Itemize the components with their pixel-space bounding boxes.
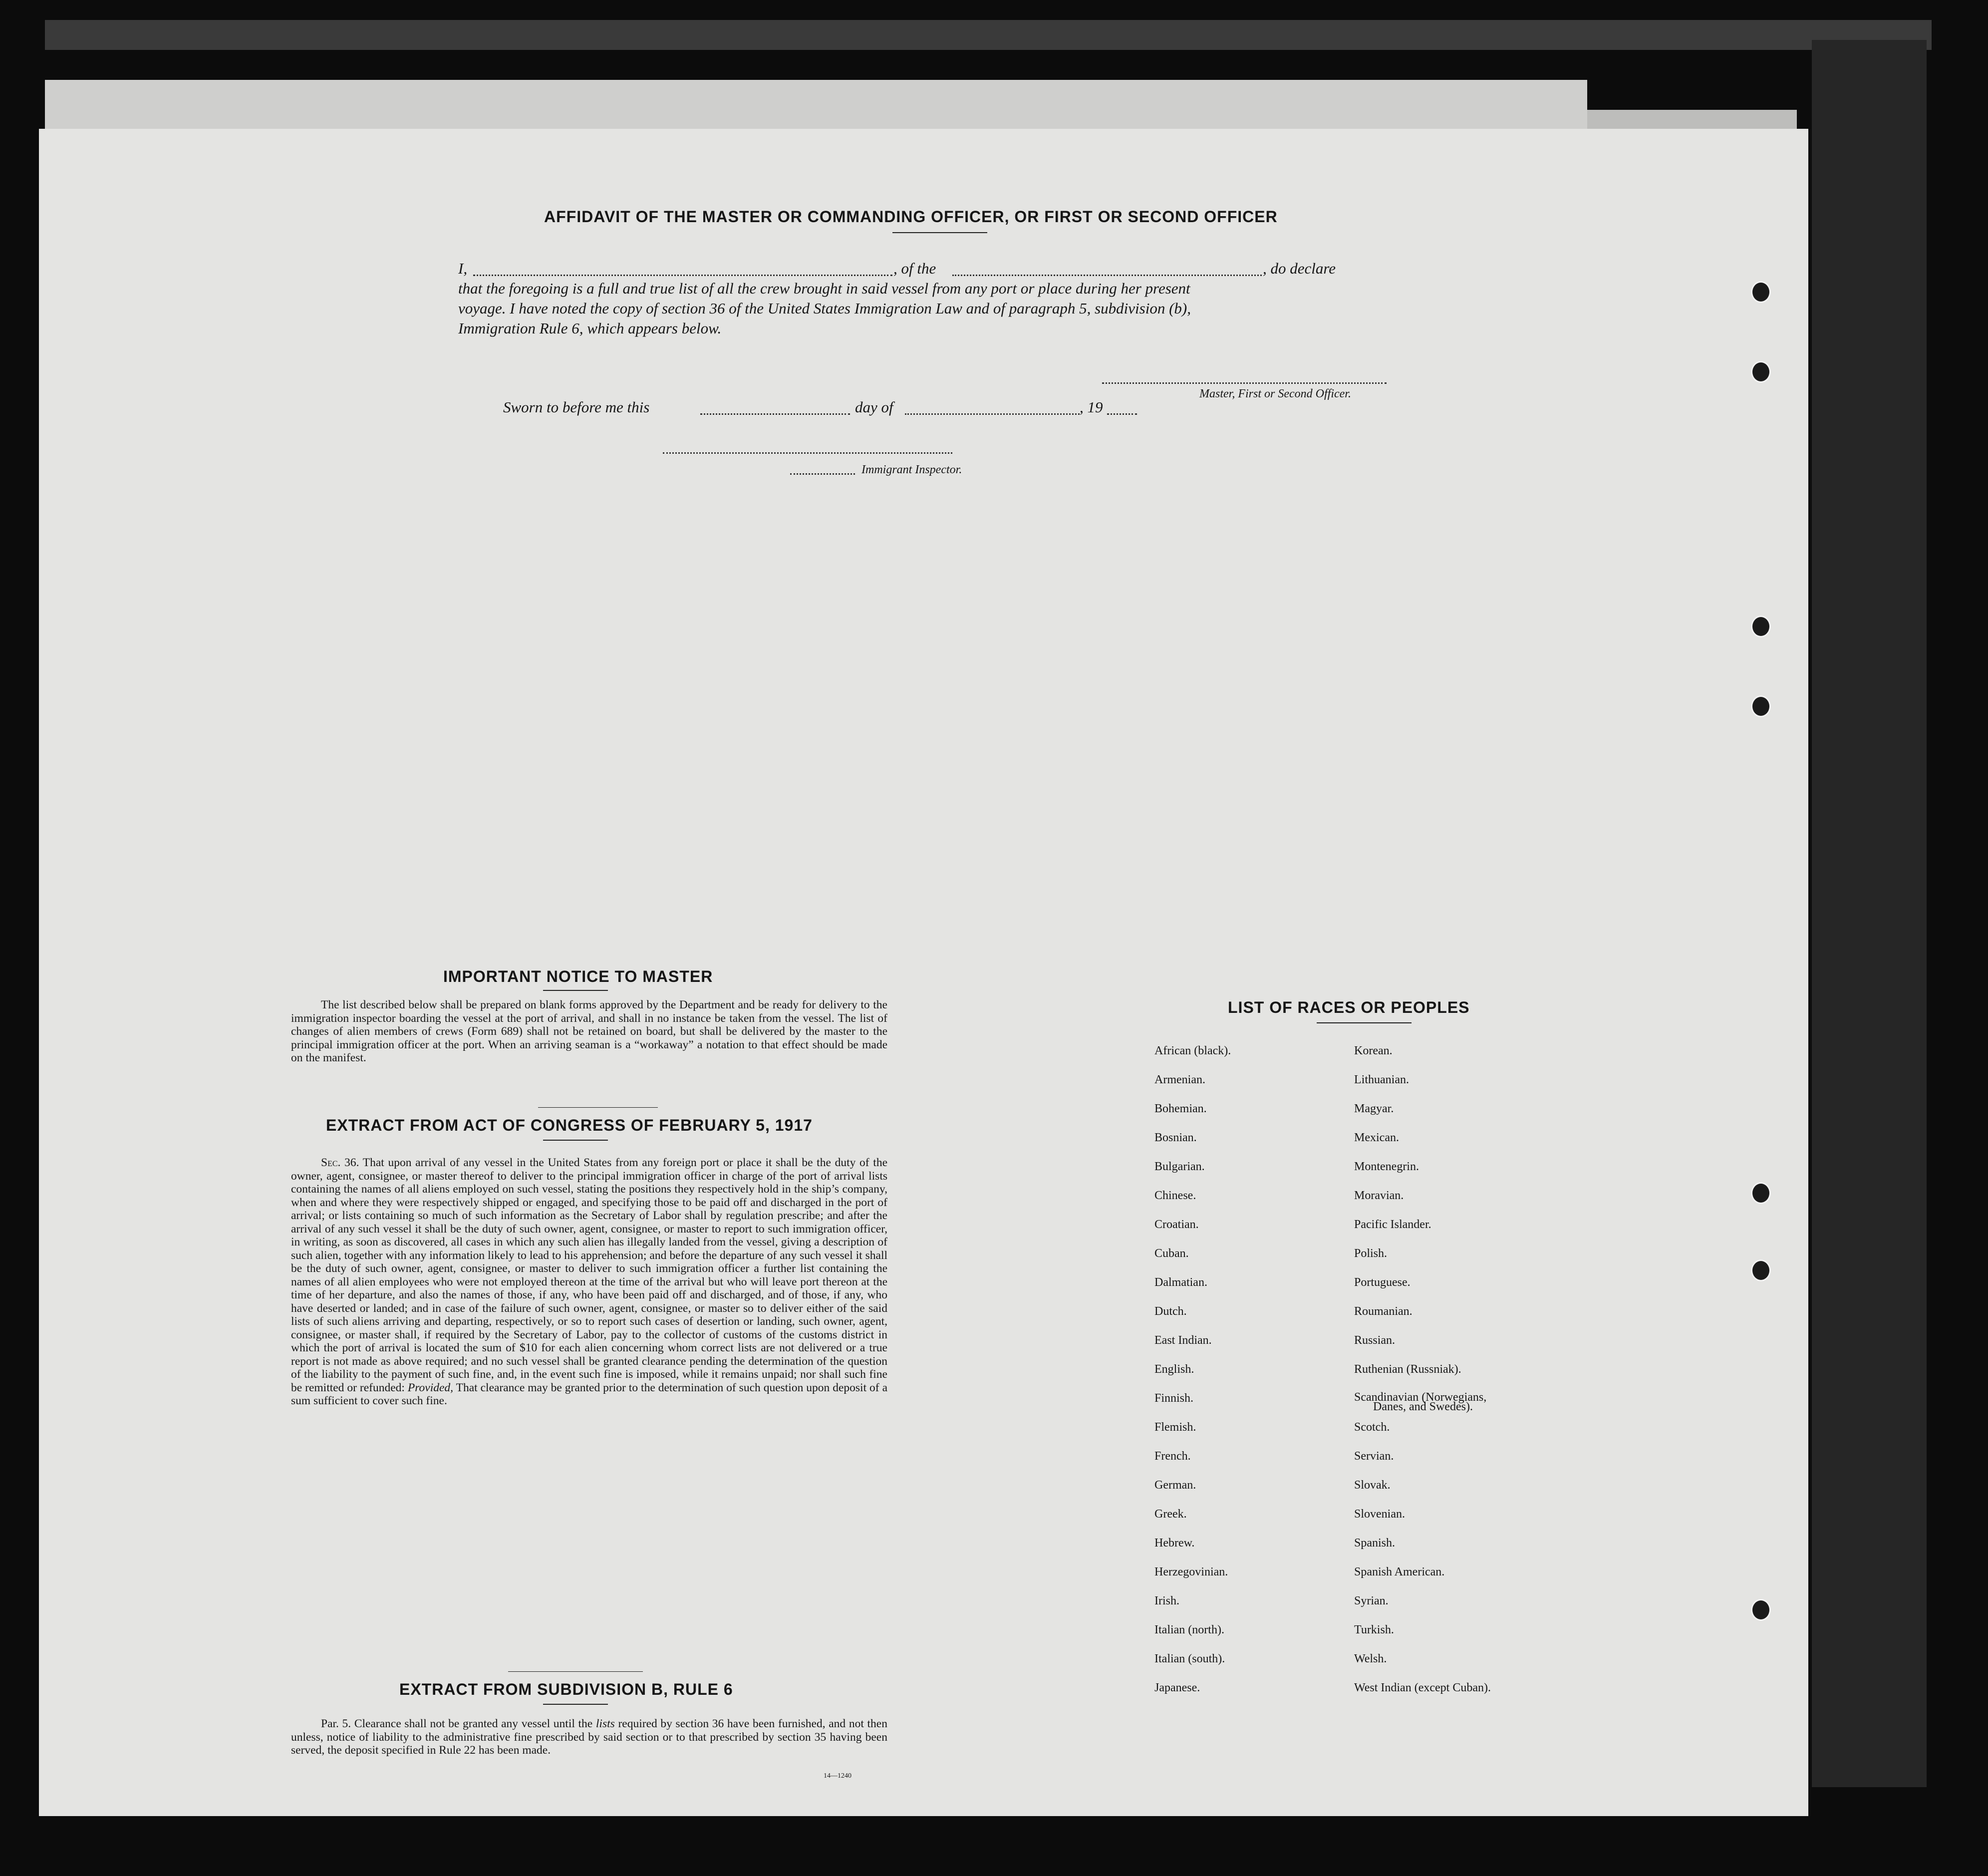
race-item — [1354, 1478, 1491, 1507]
race-item — [1354, 1680, 1491, 1709]
inspector-signature-line — [663, 452, 952, 454]
notice-text: The list described below shall be prepared on blank forms approved by the Department and be ready for delivery to the immigration inspector boarding the vessel at the port of arrival, and shall in no instance be taken from the vessel. The list of changes of alien members of crews (Form 689) shall not be retained on board, but shall be delivered by the master to the principal immigration officer at the port. When an arriving seaman is a “workaway” a notation to that effect should be made on the manifest. — [291, 998, 887, 1064]
race-label: Finnish. — [1154, 1392, 1194, 1405]
affidavit-title-rule — [892, 232, 987, 233]
race-item — [1154, 1275, 1231, 1304]
sworn-before-label: Sworn to before me this — [503, 398, 650, 416]
race-item — [1154, 1651, 1231, 1680]
race-item — [1154, 1420, 1231, 1449]
race-label: West Indian (except Cuban). — [1354, 1681, 1491, 1694]
race-item — [1354, 1246, 1491, 1275]
race-label: Servian. — [1354, 1450, 1394, 1463]
act-sec-label: Sec. 36. — [321, 1156, 359, 1169]
affidavit-name-field — [473, 275, 892, 276]
race-item — [1354, 1043, 1491, 1072]
race-label: Spanish American. — [1354, 1565, 1445, 1578]
race-item — [1154, 1333, 1231, 1362]
inspector-short-line — [790, 473, 855, 475]
races-right-column — [1354, 1043, 1491, 1709]
race-item — [1154, 1217, 1231, 1246]
race-item — [1354, 1593, 1491, 1622]
rule-text-b: required by section 36 have been furnished, and not then unless, notice of liability to the administrative fine prescribed by said section or to that prescribed by section 35 having been served, the deposit specified in Rule 22 has been made. — [291, 1717, 887, 1757]
sworn-day-field — [700, 413, 850, 415]
race-item — [1154, 1362, 1231, 1391]
race-item — [1354, 1188, 1491, 1217]
notice-end-rule — [538, 1107, 658, 1108]
race-label: Slovak. — [1354, 1479, 1391, 1492]
race-label: Croatian. — [1154, 1218, 1199, 1231]
race-label: Portuguese. — [1354, 1276, 1411, 1289]
race-label: Dalmatian. — [1154, 1276, 1207, 1289]
race-item — [1154, 1159, 1231, 1188]
notice-paragraph — [291, 998, 887, 1065]
act-provided-word: Provided, — [407, 1381, 454, 1394]
race-item — [1154, 1593, 1231, 1622]
inspector-label: Immigrant Inspector. — [861, 463, 962, 476]
race-item — [1354, 1333, 1491, 1362]
race-label: Herzegovinian. — [1154, 1565, 1228, 1578]
race-item — [1154, 1246, 1231, 1275]
race-item — [1354, 1275, 1491, 1304]
page-stack-edge-top — [45, 20, 1932, 50]
affidavit-line2: that the foregoing is a full and true list of all the crew brought in said vessel from any port or place during her present — [458, 280, 1190, 297]
page-stack-edge-right — [1812, 40, 1927, 1787]
race-item — [1154, 1507, 1231, 1536]
race-label: English. — [1154, 1363, 1194, 1376]
race-label: Montenegrin. — [1354, 1160, 1419, 1173]
race-item — [1154, 1130, 1231, 1159]
race-label: Turkish. — [1354, 1623, 1394, 1636]
year-prefix: , 19 — [1080, 398, 1103, 416]
race-label: Spanish. — [1354, 1537, 1396, 1550]
races-left-column — [1154, 1043, 1231, 1709]
race-label: German. — [1154, 1479, 1196, 1492]
race-item — [1354, 1564, 1491, 1593]
race-item — [1154, 1449, 1231, 1478]
race-label: Chinese. — [1154, 1189, 1196, 1202]
affidavit-line1-declare: , do declare — [1263, 260, 1336, 277]
race-item — [1154, 1101, 1231, 1130]
race-item — [1354, 1304, 1491, 1333]
race-label: African (black). — [1154, 1044, 1231, 1057]
race-item — [1354, 1449, 1491, 1478]
act-extract-title-rule — [543, 1140, 608, 1141]
rule-text-a: Par. 5. Clearance shall not be granted any vessel until the — [321, 1717, 593, 1730]
punch-hole-3 — [1751, 616, 1771, 637]
act-extract-title: EXTRACT FROM ACT OF CONGRESS OF FEBRUARY 5, 1917 — [326, 1116, 813, 1134]
race-item — [1154, 1188, 1231, 1217]
document-sheet — [39, 129, 1808, 1816]
race-item — [1154, 1072, 1231, 1101]
race-item — [1354, 1391, 1491, 1420]
race-item — [1354, 1536, 1491, 1564]
race-item — [1154, 1536, 1231, 1564]
race-label: Slovenian. — [1354, 1508, 1405, 1521]
race-item — [1354, 1072, 1491, 1101]
act-end-rule — [508, 1671, 643, 1672]
race-label: Italian (north). — [1154, 1623, 1224, 1636]
race-item — [1354, 1101, 1491, 1130]
punch-hole-2 — [1751, 361, 1771, 383]
race-item — [1154, 1478, 1231, 1507]
rule-lists-word: lists — [595, 1717, 615, 1730]
affidavit-line4: Immigration Rule 6, which appears below. — [458, 319, 722, 337]
signature-label: Master, First or Second Officer. — [1199, 387, 1351, 400]
race-label: Scotch. — [1354, 1421, 1390, 1434]
races-title-rule — [1317, 1022, 1412, 1023]
race-label: Cuban. — [1154, 1247, 1189, 1260]
race-label: Dutch. — [1154, 1305, 1187, 1318]
notice-title: IMPORTANT NOTICE TO MASTER — [443, 967, 713, 985]
race-item — [1354, 1507, 1491, 1536]
race-label: Scandinavian (Norwegians, — [1354, 1391, 1487, 1404]
race-label-continuation: Danes, and Swedes). — [1373, 1400, 1473, 1413]
race-item — [1154, 1622, 1231, 1651]
race-label: East Indian. — [1154, 1334, 1212, 1347]
race-label: Japanese. — [1154, 1681, 1200, 1694]
race-item — [1154, 1680, 1231, 1709]
race-label: Korean. — [1354, 1044, 1393, 1057]
rule-extract-title-rule — [543, 1704, 608, 1705]
day-of-label: day of — [855, 398, 893, 416]
race-item — [1154, 1564, 1231, 1593]
affidavit-line1-i: I, — [458, 260, 468, 277]
punch-hole-7 — [1751, 1599, 1771, 1621]
race-label: Mexican. — [1354, 1131, 1399, 1144]
punch-hole-1 — [1751, 281, 1771, 303]
race-item — [1354, 1420, 1491, 1449]
race-item — [1354, 1159, 1491, 1188]
race-label: Irish. — [1154, 1594, 1179, 1607]
race-item — [1354, 1217, 1491, 1246]
race-item — [1354, 1130, 1491, 1159]
rule-extract-title: EXTRACT FROM SUBDIVISION B, RULE 6 — [399, 1680, 733, 1698]
race-item — [1354, 1622, 1491, 1651]
race-label: Lithuanian. — [1354, 1073, 1409, 1086]
race-label: Ruthenian (Russniak). — [1354, 1363, 1461, 1376]
races-title: LIST OF RACES OR PEOPLES — [1228, 998, 1470, 1016]
act-text-end: That clearance may be granted prior to the determination of such question upon deposit of a sum sufficient to cover such fine. — [291, 1381, 888, 1407]
race-item — [1354, 1362, 1491, 1391]
race-label: Bosnian. — [1154, 1131, 1197, 1144]
punch-hole-5 — [1751, 1182, 1771, 1204]
race-label: Welsh. — [1354, 1652, 1387, 1665]
race-item — [1354, 1651, 1491, 1680]
race-label: Italian (south). — [1154, 1652, 1225, 1665]
race-label: Flemish. — [1154, 1421, 1196, 1434]
race-label: Hebrew. — [1154, 1537, 1195, 1550]
race-item — [1154, 1391, 1231, 1420]
race-label: Bohemian. — [1154, 1102, 1207, 1115]
race-item — [1154, 1043, 1231, 1072]
race-label: Bulgarian. — [1154, 1160, 1205, 1173]
race-label: Pacific Islander. — [1354, 1218, 1431, 1231]
act-text: That upon arrival of any vessel in the United States from any foreign port or place it shall be the duty of the owner, agent, consignee, or master thereof to deliver to the principal immigration officer in charge of the port of arrival lists containing the names of all aliens employed on such vessel, stating the positions they respectively hold in the ship’s company, when and where they were respectively shipped or engaged, and specifying those to be paid off and discharged in the port of arrival; or lists containing so much of such information as the Secretary of Labor shall by regulation prescribe; and after the arrival of any such vessel it shall be the duty of such owner, agent, consignee, or master to report to such immigration officer, in writing, as soon as discovered, all cases in which any such alien has illegally landed from the vessel, giving a description of such alien, together with any information likely to lead to his apprehension; and before the departure of any such vessel it shall be the duty of such owner, agent, consignee, or master to deliver to such immigration officer a further list containing the names of all alien employees who were not employed thereon at the time of the arrival but who will leave port thereon at the time of her departure, and also the names of those, if any, who have been paid off and discharged, and of those, if any, who have deserted or landed; and in case of the failure of such owner, agent, consignee, or master so to deliver either of the said lists of such aliens arriving and departing, respectively, or so to report such cases of desertion or landing, such owner, agent, consignee, or master shall, if required by the Secretary of Labor, pay to the collector of customs of the customs district in which the port of arrival is located the sum of $10 for each alien concerning whom correct lists are not delivered or a true report is not made as above required; and no such vessel shall be granted clearance pending the determination of the question of the liability to the payment of such fine, and, in the event such fine is imposed, while it remains unpaid; nor shall such fine be remitted or refunded: — [291, 1156, 888, 1394]
notice-title-rule — [543, 990, 608, 991]
act-extract-paragraph — [291, 1156, 887, 1408]
punch-hole-6 — [1751, 1259, 1771, 1281]
race-label: Russian. — [1354, 1334, 1396, 1347]
race-label: Magyar. — [1354, 1102, 1394, 1115]
race-item — [1154, 1304, 1231, 1333]
sworn-year-field — [1107, 413, 1137, 415]
affidavit-line1-of-the: , of the — [893, 260, 936, 277]
rule-extract-paragraph — [291, 1717, 887, 1757]
affidavit-line3: voyage. I have noted the copy of section 36 of the United States Immigration Law and of paragraph 5, subdivision (b), — [458, 300, 1191, 317]
signature-line — [1102, 382, 1387, 384]
race-label: Roumanian. — [1354, 1305, 1413, 1318]
affidavit-title: AFFIDAVIT OF THE MASTER OR COMMANDING OFFICER, OR FIRST OR SECOND OFFICER — [544, 208, 1278, 226]
race-label: Syrian. — [1354, 1594, 1389, 1607]
race-label: Armenian. — [1154, 1073, 1205, 1086]
race-label: French. — [1154, 1450, 1191, 1463]
punch-hole-4 — [1751, 695, 1771, 717]
race-label: Polish. — [1354, 1247, 1388, 1260]
form-number: 14—1240 — [824, 1772, 852, 1780]
race-label: Greek. — [1154, 1508, 1187, 1521]
sworn-month-field — [905, 413, 1080, 415]
race-label: Moravian. — [1354, 1189, 1404, 1202]
affidavit-vessel-field — [952, 275, 1262, 276]
